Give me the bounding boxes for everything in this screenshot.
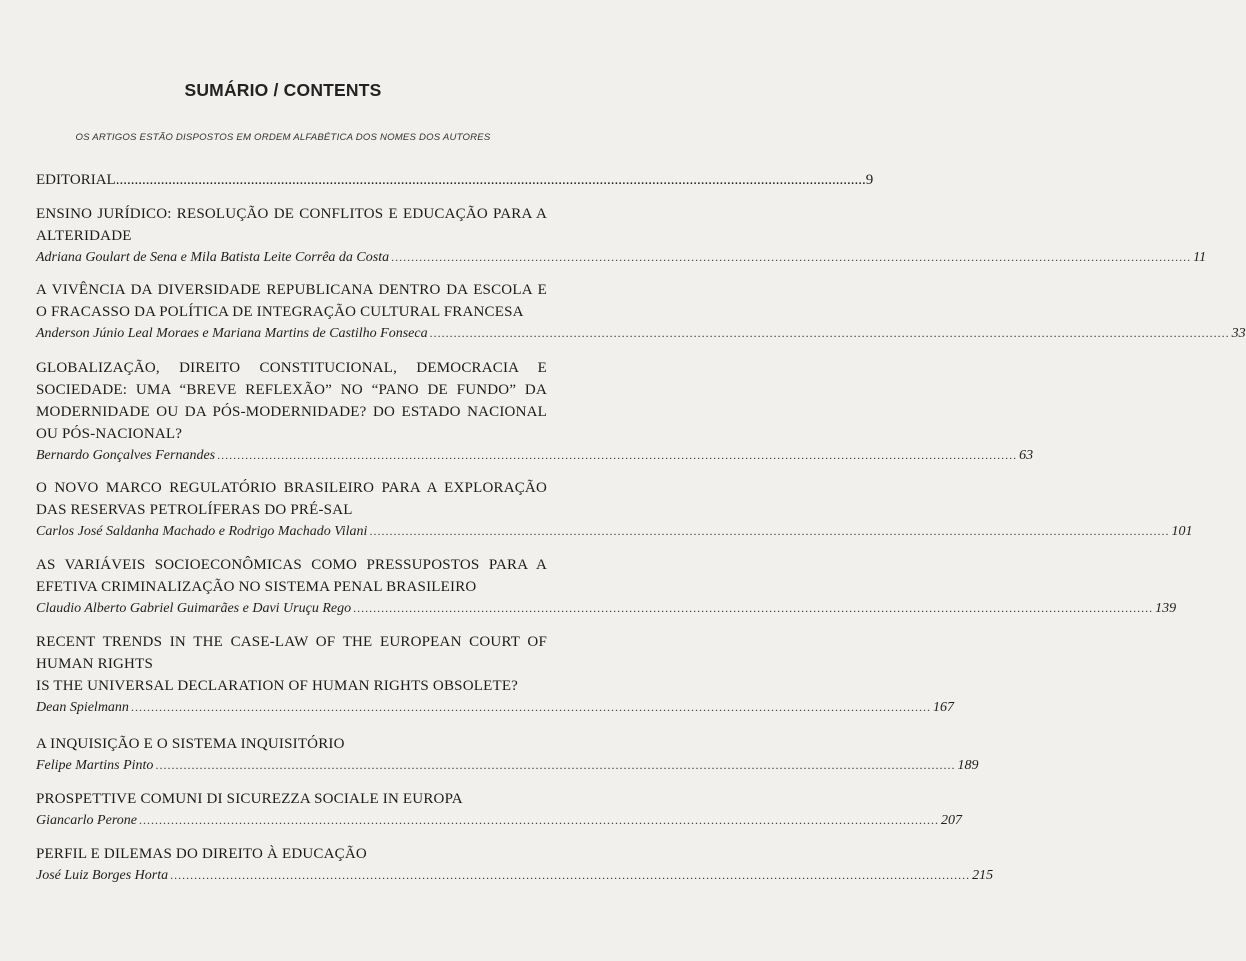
entry-authors: Dean Spielmann [36, 700, 129, 715]
page-number: 11 [1193, 250, 1207, 265]
entry-authors: Giancarlo Perone [36, 813, 137, 828]
entry-title: O NOVO MARCO REGULATÓRIO BRASILEIRO PARA A EXPLORAÇÃO DAS RESERVAS PETROLÍFERAS DO PRÉ-SAL [36, 480, 547, 518]
page-number: 139 [1155, 601, 1177, 616]
toc-entry[interactable] [36, 203, 1207, 268]
entry-title: A INQUISIÇÃO E O SISTEMA INQUISITÓRIO [36, 736, 345, 752]
dot-leader: ........................................................................................................................................................................................................ [130, 700, 931, 714]
toc-entry[interactable] [36, 631, 954, 718]
page-number: 215 [972, 868, 994, 883]
page-number: 9 [865, 172, 874, 188]
page-number: 33 [1231, 326, 1246, 341]
dot-leader: ........................................................................................................................................................................................................ [170, 868, 971, 882]
page-number: 189 [957, 758, 979, 773]
toc-entry[interactable] [36, 357, 1034, 466]
page-number: 63 [1019, 448, 1034, 463]
entry-subtitle: IS THE UNIVERSAL DECLARATION OF HUMAN RIGHTS OBSOLETE? [36, 678, 519, 694]
entry-authors: Bernardo Gonçalves Fernandes [36, 448, 216, 463]
toc-entry[interactable] [36, 554, 1177, 619]
toc-entry[interactable] [36, 477, 1193, 542]
dot-leader: ........................................................................................................................................................................................................ [138, 813, 939, 827]
entry-title: ENSINO JURÍDICO: RESOLUÇÃO DE CONFLITOS E EDUCAÇÃO PARA A ALTERIDADE [36, 206, 547, 244]
entry-title: GLOBALIZAÇÃO, DIREITO CONSTITUCIONAL, DEMOCRACIA E SOCIEDADE: UMA “BREVE REFLEXÃO” NO “PANO DE FUNDO” DA MODERNIDADE OU DA PÓS-MODERNIDADE? DO ESTADO NACIONAL OU PÓS-NACIONAL? [36, 360, 547, 442]
entry-authors: Claudio Alberto Gabriel Guimarães e Davi Uruçu Rego [36, 601, 352, 616]
dot-leader: ........................................................................................................................................................................................................ [217, 448, 1018, 462]
entry-title: AS VARIÁVEIS SOCIOECONÔMICAS COMO PRESSUPOSTOS PARA A EFETIVA CRIMINALIZAÇÃO NO SISTEMA PENAL BRASILEIRO [36, 557, 547, 595]
entry-title: A VIVÊNCIA DA DIVERSIDADE REPUBLICANA DENTRO DA ESCOLA E O FRACASSO DA POLÍTICA DE INTEGRAÇÃO CULTURAL FRANCESA [36, 282, 547, 320]
dot-leader: ........................................................................................................................................................................................................ [391, 250, 1192, 264]
dot-leader: ........................................................................................................................................................................................................ [353, 601, 1154, 615]
dot-leader: ........................................................................................................................................................................................................ [429, 326, 1230, 340]
ordering-note: OS ARTIGOS ESTÃO DISPOSTOS EM ORDEM ALFABÉTICA DOS NOMES DOS AUTORES [75, 132, 491, 143]
entry-authors: Felipe Martins Pinto [36, 758, 154, 773]
toc-entry[interactable] [36, 843, 994, 886]
entry-title: PERFIL E DILEMAS DO DIREITO À EDUCAÇÃO [36, 846, 367, 862]
page-number: 207 [940, 813, 962, 828]
entry-authors: José Luiz Borges Horta [36, 868, 169, 883]
toc-entry[interactable] [36, 788, 962, 831]
entry-authors: Carlos José Saldanha Machado e Rodrigo Machado Vilani [36, 524, 368, 539]
entry-authors: Adriana Goulart de Sena e Mila Batista Leite Corrêa da Costa [36, 250, 390, 265]
page-number: 101 [1171, 524, 1193, 539]
entry-title: RECENT TRENDS IN THE CASE-LAW OF THE EUROPEAN COURT OF HUMAN RIGHTS [36, 634, 547, 672]
dot-leader: ........................................................................................................................................................................................................ [115, 172, 866, 188]
toc-entry[interactable] [36, 733, 979, 776]
page-title: SUMÁRIO / CONTENTS [184, 80, 382, 100]
toc-entry-editorial[interactable] [36, 169, 874, 191]
entry-title: EDITORIAL [36, 172, 116, 188]
entry-authors: Anderson Júnio Leal Moraes e Mariana Martins de Castilho Fonseca [36, 326, 428, 341]
dot-leader: ........................................................................................................................................................................................................ [155, 758, 956, 772]
toc-entry[interactable] [36, 279, 1246, 344]
dot-leader: ........................................................................................................................................................................................................ [369, 524, 1170, 538]
page-number: 167 [932, 700, 954, 715]
entry-title: PROSPETTIVE COMUNI DI SICUREZZA SOCIALE IN EUROPA [36, 791, 463, 807]
